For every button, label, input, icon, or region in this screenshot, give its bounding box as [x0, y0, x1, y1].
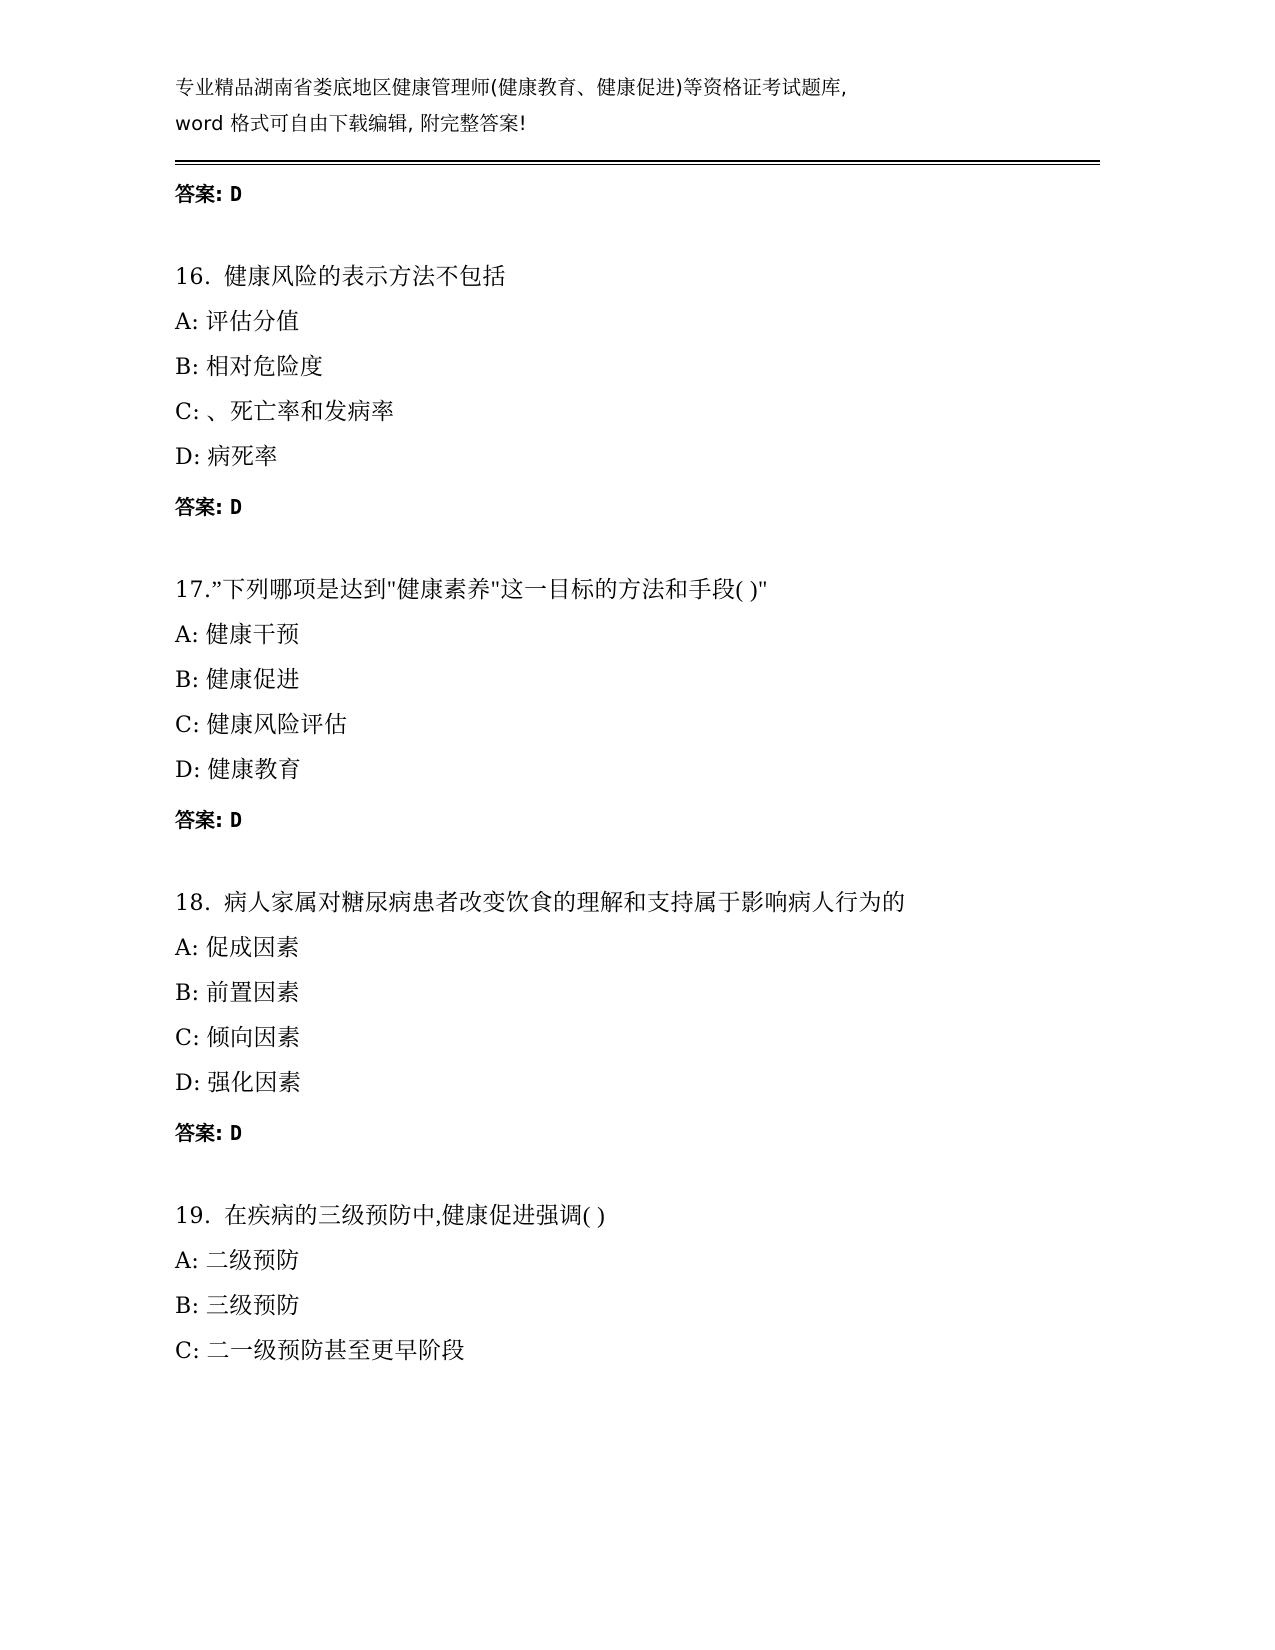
option-text: 前置因素: [205, 980, 300, 1005]
question-stem: [175, 568, 1100, 613]
option-text: 评估分值: [205, 309, 300, 334]
option-key: D:: [175, 445, 202, 470]
option-row: [175, 1061, 1100, 1106]
answer-line: [175, 492, 1100, 522]
option-row: [175, 1239, 1100, 1284]
header-line-1: 专业精品湖南省娄底地区健康管理师(健康教育、健康促进)等资格证考试题库,: [175, 76, 848, 99]
option-key: A:: [175, 310, 200, 335]
answer-label: 答案:: [175, 1121, 223, 1145]
option-text: 健康风险评估: [206, 712, 348, 737]
option-key: B:: [175, 355, 200, 380]
option-key: C:: [175, 400, 201, 425]
option-text: 健康干预: [205, 622, 300, 647]
question-stem: [175, 881, 1100, 926]
option-row: [175, 345, 1100, 390]
question-stem: [175, 1194, 1100, 1239]
question-block: [175, 255, 1100, 522]
option-row: [175, 1284, 1100, 1329]
option-row: [175, 613, 1100, 658]
question-text: 在疾病的三级预防中,健康促进强调( ): [224, 1203, 606, 1228]
answer-value: D: [229, 808, 243, 832]
answer-value: D: [229, 1121, 243, 1145]
option-text: 、死亡率和发病率: [206, 399, 395, 424]
question-block: [175, 568, 1100, 835]
answer-value: D: [229, 495, 243, 519]
question-number: 16.: [175, 265, 212, 290]
question-number: 17.: [175, 578, 212, 603]
option-row: [175, 435, 1100, 480]
option-key: B:: [175, 981, 200, 1006]
header-line-2: word 格式可自由下载编辑, 附完整答案!: [175, 112, 527, 135]
option-key: D:: [175, 1071, 202, 1096]
option-row: [175, 926, 1100, 971]
option-key: B:: [175, 1294, 200, 1319]
option-row: [175, 390, 1100, 435]
option-key: C:: [175, 1339, 201, 1364]
question-text: 病人家属对糖尿病患者改变饮食的理解和支持属于影响病人行为的: [224, 890, 906, 915]
option-row: [175, 703, 1100, 748]
option-text: 二一级预防甚至更早阶段: [206, 1338, 465, 1363]
answer-label: 答案:: [175, 182, 223, 206]
option-key: A:: [175, 1249, 200, 1274]
option-text: 强化因素: [207, 1070, 302, 1095]
option-row: [175, 300, 1100, 345]
option-key: C:: [175, 1026, 201, 1051]
option-row: [175, 971, 1100, 1016]
option-row: [175, 658, 1100, 703]
question-number: 19.: [175, 1204, 212, 1229]
option-key: A:: [175, 936, 200, 961]
option-key: B:: [175, 668, 200, 693]
option-text: 健康教育: [207, 757, 302, 782]
question-block: [175, 1194, 1100, 1374]
option-text: 倾向因素: [206, 1025, 301, 1050]
option-text: 病死率: [207, 444, 278, 469]
question-stem: [175, 255, 1100, 300]
option-text: 二级预防: [205, 1248, 300, 1273]
option-key: A:: [175, 623, 200, 648]
option-row: [175, 1329, 1100, 1374]
answer-line: [175, 805, 1100, 835]
answer-value: D: [229, 182, 243, 206]
answer-label: 答案:: [175, 495, 223, 519]
option-text: 促成因素: [205, 935, 300, 960]
option-row: [175, 748, 1100, 793]
option-row: [175, 1016, 1100, 1061]
option-key: D:: [175, 758, 202, 783]
document-header: [175, 60, 1100, 142]
option-text: 健康促进: [205, 667, 300, 692]
answer-label: 答案:: [175, 808, 223, 832]
header-divider: [175, 160, 1100, 165]
option-text: 三级预防: [205, 1293, 300, 1318]
question-text: 健康风险的表示方法不包括: [224, 264, 506, 289]
question-block: [175, 881, 1100, 1148]
answer-line: [175, 1118, 1100, 1148]
question-number: 18.: [175, 891, 212, 916]
question-text: ”下列哪项是达到"健康素养"这一目标的方法和手段( )": [211, 577, 768, 602]
answer-line-15: [175, 179, 1100, 209]
option-text: 相对危险度: [205, 354, 324, 379]
option-key: C:: [175, 713, 201, 738]
